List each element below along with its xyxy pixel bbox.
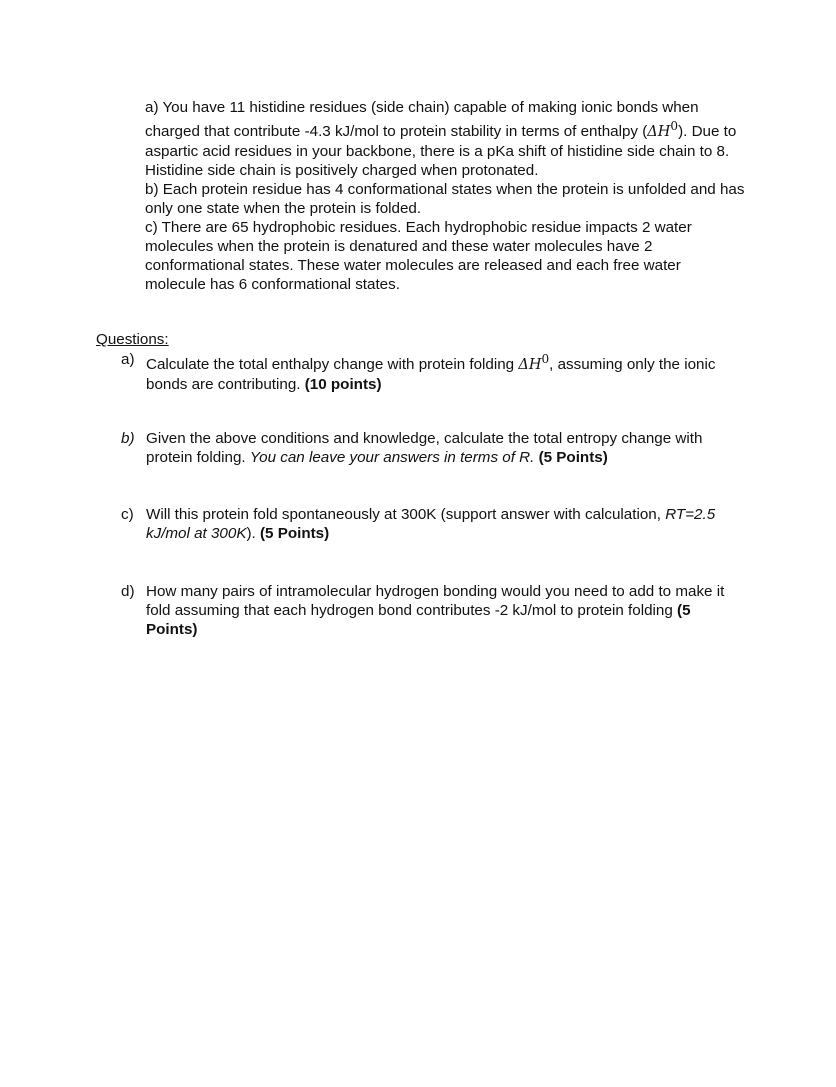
question-d-body: How many pairs of intramolecular hydrogen bonding would you need to add to make it fold assuming that each hydrogen bond contributes -2 kJ/mol to protein folding (5 Points) [146,583,725,638]
premise-a-text1: a) You have 11 histidine residues (side chain) capable of making ionic bonds when charged that contribute -4.3 kJ/mol to protein stability in terms of enthalpy ( [145,99,699,140]
question-b [121,429,741,467]
question-b-letter: b) [121,430,135,447]
question-c-hint: RT=2.5 kJ/mol at 300K [146,506,716,542]
question-d-points: (5 Points) [146,602,691,638]
question-a-letter: a) [121,351,135,368]
premise-b: b) Each protein residue has 4 conformational states when the protein is unfolded and has only one state when the protein is folded. [145,180,745,217]
question-c [121,505,741,543]
question-a [121,350,741,394]
question-d [121,582,741,639]
question-b-hint: You can leave your answers in terms of R. [249,449,535,466]
question-a-points: (10 points) [304,375,382,393]
questions-heading: Questions: [96,331,169,348]
question-c-letter: c) [121,506,134,523]
question-b-body: Given the above conditions and knowledge, calculate the total entropy change with protein folding. You can leave your answers in terms of R. (5 Points) [146,430,703,466]
question-c-points: (5 Points) [259,525,330,542]
problem-premise [145,98,745,294]
premise-a [145,98,745,180]
question-a-body: Calculate the total enthalpy change with protein folding $\Delta H^0$, assuming only the ionic bonds are contributing. (10 points) [146,352,716,393]
premise-c: c) There are 65 hydrophobic residues. Each hydrophobic residue impacts 2 water molecules when the protein is denatured and these water molecules have 2 conformational states. These water molecules are released and each free water molecule has 6 conformational states. [145,218,692,293]
question-b-points: (5 Points) [534,449,608,466]
question-c-body: Will this protein fold spontaneously at 300K (support answer with calculation, RT=2.5 kJ/mol at 300K). (5 Points) [146,506,716,542]
delta-h-symbol: $\Delta H^0$ [647,119,679,140]
delta-h-symbol: $\Delta H^0$ [518,352,550,373]
premise-a-text2: ). Due to aspartic acid residues in your backbone, there is a pKa shift of histidine side chain to 8. Histidine side chain is positively charged when protonated. [145,122,737,179]
question-d-letter: d) [121,583,135,600]
